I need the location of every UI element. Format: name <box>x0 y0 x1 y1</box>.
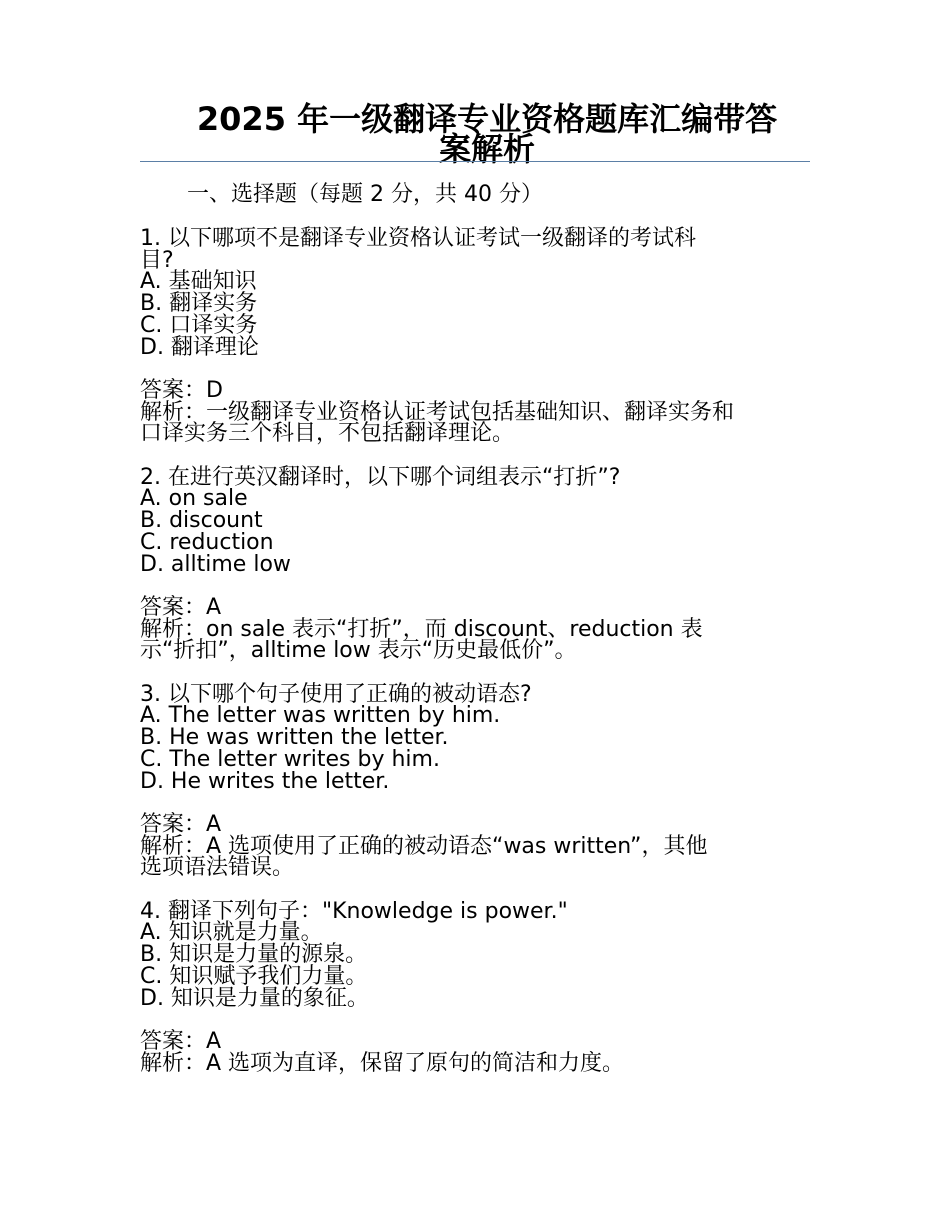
question-block <box>140 681 820 901</box>
document-title <box>140 100 810 168</box>
option-d: D. 知识是力量的象征。 <box>140 985 369 1011</box>
explanation: 选项语法错误。 <box>140 855 295 881</box>
title-divider <box>140 161 810 162</box>
spacer <box>140 575 820 597</box>
spacer <box>140 662 820 684</box>
explanation: 口译实务三个科目，不包括翻译理论。 <box>140 421 515 447</box>
section-heading: 一、选择题（每题 2 分，共 40 分） <box>187 182 543 207</box>
title-line: 案解析 <box>438 130 535 168</box>
title-line: 2025 年一级翻译专业资格题库汇编带答 <box>196 100 778 138</box>
question-stem: 1. 以下哪项不是翻译专业资格认证考试一级翻译的考试科 <box>140 226 696 251</box>
option-b: B. He was written the letter. <box>140 725 449 751</box>
option-a: A. The letter was written by him. <box>140 703 501 729</box>
explanation: 解析：一级翻译专业资格认证考试包括基础知识、翻译实务和 <box>140 399 735 425</box>
question-block <box>140 464 820 684</box>
spacer <box>140 358 820 380</box>
question-stem: 3. 以下哪个句子使用了正确的被动语态? <box>140 681 532 707</box>
answer: 答案：A <box>140 811 222 837</box>
spacer <box>140 879 820 901</box>
option-a: A. 基础知识 <box>140 269 257 295</box>
option-d: D. He writes the letter. <box>140 768 390 794</box>
explanation: 解析：on sale 表示“打折”，而 discount、reduction 表 <box>140 616 703 642</box>
question-stem: 2. 在进行英汉翻译时，以下哪个词组表示“打折”? <box>140 464 621 490</box>
option-a: A. on sale <box>140 486 248 512</box>
spacer <box>140 445 820 467</box>
option-c: C. 知识赋予我们力量。 <box>140 963 368 989</box>
question-list <box>140 228 820 1074</box>
spacer <box>140 792 820 814</box>
option-c: C. reduction <box>140 529 274 555</box>
option-b: B. discount <box>140 508 263 534</box>
option-c: C. The letter writes by him. <box>140 746 440 772</box>
option-d: D. 翻译理论 <box>140 334 259 360</box>
explanation: 解析：A 选项使用了正确的被动语态“was written”，其他 <box>140 833 708 859</box>
answer: 答案：A <box>140 594 222 620</box>
answer: 答案：A <box>140 1028 222 1054</box>
question-block <box>140 228 820 467</box>
option-b: B. 翻译实务 <box>140 291 258 317</box>
answer: 答案：D <box>140 377 223 403</box>
option-a: A. 知识就是力量。 <box>140 920 323 946</box>
explanation: 示“折扣”，alltime low 表示“历史最低价”。 <box>140 638 577 664</box>
question-stem: 4. 翻译下列句子："Knowledge is power." <box>140 898 568 924</box>
option-b: B. 知识是力量的源泉。 <box>140 942 368 968</box>
option-d: D. alltime low <box>140 551 291 577</box>
question-block <box>140 898 820 1076</box>
explanation: 解析：A 选项为直译，保留了原句的简洁和力度。 <box>140 1050 625 1076</box>
spacer <box>140 1009 820 1031</box>
question-stem: 目? <box>140 247 174 273</box>
option-c: C. 口译实务 <box>140 312 258 338</box>
